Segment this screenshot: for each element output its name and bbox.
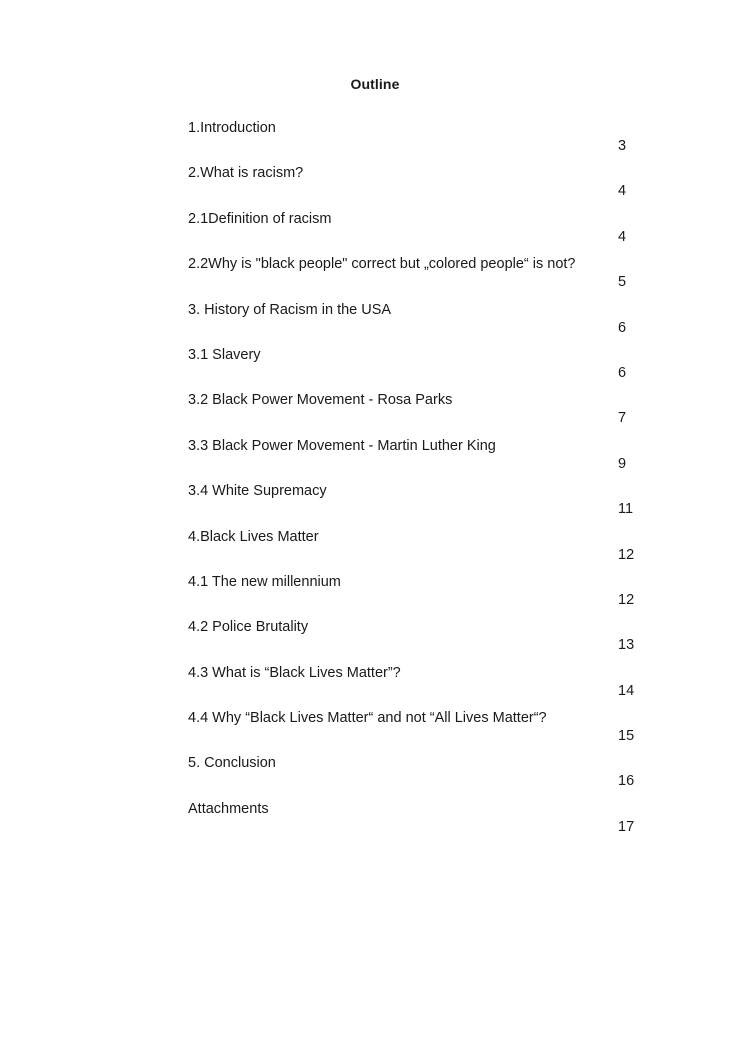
toc-entry-page-number: 7 xyxy=(618,410,627,427)
toc-entry-label: 4.Black Lives Matter xyxy=(188,528,319,545)
toc-entry-page-number: 11 xyxy=(618,501,634,518)
toc-entry-page-number: 17 xyxy=(618,818,635,835)
toc-entry-page-number: 13 xyxy=(618,637,635,654)
toc-entry xyxy=(188,572,638,617)
toc-entry xyxy=(188,345,638,390)
toc-entry-label: 4.1 The new millennium xyxy=(188,573,341,590)
toc-entry-page-number: 5 xyxy=(618,274,627,291)
toc-entry-page-number: 14 xyxy=(618,682,635,699)
toc-entry-page-number: 12 xyxy=(618,591,635,608)
toc-entry xyxy=(188,209,638,254)
toc-entry-page-number: 6 xyxy=(618,319,627,336)
toc-entry-page-number: 16 xyxy=(618,773,635,790)
toc-entry-label: 3.4 White Supremacy xyxy=(188,483,327,500)
toc-entry-label: 2.1Definition of racism xyxy=(188,210,332,227)
toc-entry xyxy=(188,118,638,163)
toc-entry xyxy=(188,527,638,572)
toc-entry-label: 4.2 Police Brutality xyxy=(188,619,309,636)
toc-entry-label: 5. Conclusion xyxy=(188,755,276,772)
toc-entry-label: Attachments xyxy=(188,800,269,817)
toc-entry-page-number: 15 xyxy=(618,728,635,745)
toc-entry xyxy=(188,436,638,481)
toc-entry xyxy=(188,390,638,435)
toc-entry-page-number: 4 xyxy=(618,183,627,200)
toc-entry-label: 4.4 Why “Black Lives Matter“ and not “All Lives Matter“? xyxy=(188,710,547,727)
toc-entry-page-number: 9 xyxy=(618,455,627,472)
toc-entry-label: 3. History of Racism in the USA xyxy=(188,301,392,318)
toc-entry-label: 3.1 Slavery xyxy=(188,346,261,363)
toc-entry-label: 2.2Why is "black people" correct but „colored people“ is not? xyxy=(188,256,576,273)
toc-entry xyxy=(188,617,638,662)
table-of-contents xyxy=(188,118,638,844)
toc-entry xyxy=(188,163,638,208)
toc-entry-label: 3.2 Black Power Movement - Rosa Parks xyxy=(188,392,453,409)
toc-entry-page-number: 3 xyxy=(618,138,627,154)
page-title: Outline xyxy=(350,76,400,92)
toc-entry-label: 1.Introduction xyxy=(188,120,276,136)
toc-entry-label: 2.What is racism? xyxy=(188,165,304,182)
toc-entry xyxy=(188,481,638,526)
toc-entry xyxy=(188,753,638,798)
toc-entry xyxy=(188,254,638,299)
toc-entry xyxy=(188,300,638,345)
toc-entry xyxy=(188,663,638,708)
toc-entry xyxy=(188,799,638,844)
toc-entry-page-number: 12 xyxy=(618,546,635,563)
toc-entry xyxy=(188,708,638,753)
toc-entry-label: 3.3 Black Power Movement - Martin Luther King xyxy=(188,437,496,454)
toc-entry-page-number: 4 xyxy=(618,228,627,245)
toc-entry-page-number: 6 xyxy=(618,364,627,381)
toc-entry-label: 4.3 What is “Black Lives Matter”? xyxy=(188,664,401,681)
